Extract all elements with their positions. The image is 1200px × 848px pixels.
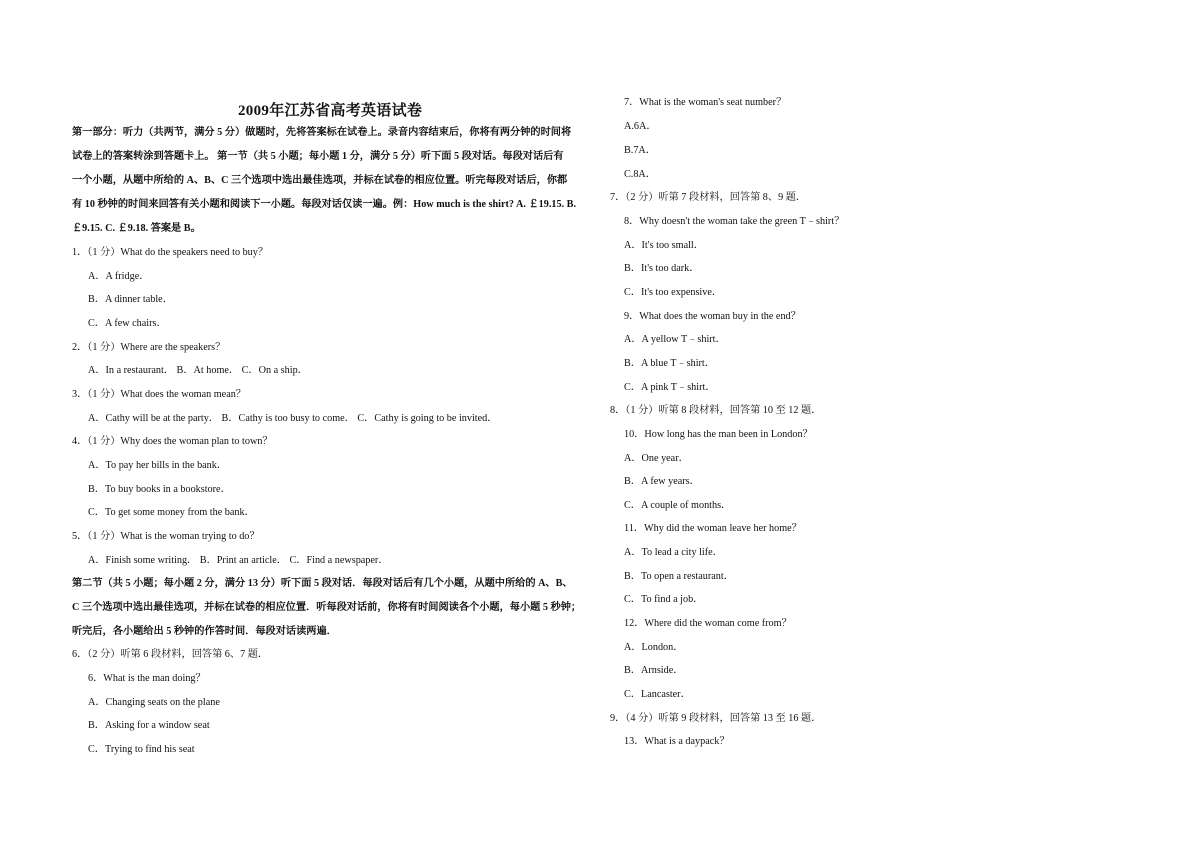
option-line: A．In a restaurant． B．At home． C．On a ship． xyxy=(88,365,308,376)
section2-line: C 三个选项中选出最佳选项，并标在试卷的相应位置．听每段对话前，你将有时间阅读各个小题，每小题 5 秒钟； xyxy=(72,602,582,613)
question-5: 5．（1 分）What is the woman trying to do？ xyxy=(72,531,260,542)
question-9: 9．What does the woman buy in the end？ xyxy=(624,311,801,322)
option-line: B．A few years． xyxy=(624,476,700,487)
option-line: A．Finish some writing． B．Print an article． C．Find a newspaper． xyxy=(88,555,389,566)
question-1: 1．（1 分）What do the speakers need to buy？ xyxy=(72,247,269,258)
page-title: 2009年江苏省高考英语试卷 xyxy=(238,103,423,119)
option-line: A．Changing seats on the plane xyxy=(88,697,220,708)
intro-line: 有 10 秒钟的时间来回答有关小题和阅读下一小题。每段对话仅读一遍。例：How much is the shirt? A. ￡19.15. B. xyxy=(72,199,577,210)
question-group-6: 6．（2 分）听第 6 段材料，回答第 6、7 题． xyxy=(72,649,269,660)
option-line: C．A few chairs． xyxy=(88,318,167,329)
question-group-9: 9．（4 分）听第 9 段材料，回答第 13 至 16 题． xyxy=(610,713,822,724)
option-line: C．Trying to find his seat xyxy=(88,744,195,755)
option-line: B．Arnside． xyxy=(624,665,684,676)
option-line: C．To get some money from the bank． xyxy=(88,507,255,518)
option-line: A．It's too small． xyxy=(624,240,704,251)
intro-line: 第一部分：听力（共两节，满分 5 分）做题时，先将答案标在试卷上。录音内容结束后，你将有两分钟的时间将 xyxy=(72,127,572,138)
section2-line: 第二节（共 5 小题；每小题 2 分，满分 13 分）听下面 5 段对话．每段对话后有几个小题，从题中所给的 A、B、 xyxy=(72,578,573,589)
question-group-7: 7．（2 分）听第 7 段材料，回答第 8、9 题． xyxy=(610,192,807,203)
question-12: 12．Where did the woman come from？ xyxy=(624,618,792,629)
option-line: B.7A． xyxy=(624,145,656,156)
option-line: A．Cathy will be at the party． B．Cathy is too busy to come． C．Cathy is going to be invited． xyxy=(88,413,498,424)
question-2: 2．（1 分）Where are the speakers？ xyxy=(72,342,226,353)
question-group-8: 8．（1 分）听第 8 段材料，回答第 10 至 12 题． xyxy=(610,405,822,416)
option-line: C．Lancaster． xyxy=(624,689,691,700)
intro-line: ￡9.15. C. ￡9.18. 答案是 B。 xyxy=(72,223,201,234)
option-line: A.6A． xyxy=(624,121,657,132)
option-line: A．One year． xyxy=(624,453,689,464)
option-line: A．To pay her bills in the bank． xyxy=(88,460,228,471)
question-3: 3．（1 分）What does the woman mean？ xyxy=(72,389,246,400)
option-line: B．It's too dark． xyxy=(624,263,700,274)
option-line: B．A dinner table． xyxy=(88,294,173,305)
question-4: 4．（1 分）Why does the woman plan to town？ xyxy=(72,436,273,447)
question-11: 11．Why did the woman leave her home？ xyxy=(624,523,802,534)
question-7: 7．What is the woman's seat number？ xyxy=(624,97,787,108)
question-6: 6．What is the man doing？ xyxy=(88,673,206,684)
intro-line: 试卷上的答案转涂到答题卡上。 第一节（共 5 小题；每小题 1 分，满分 5 分）听下面 5 段对话。每段对话后有 xyxy=(72,151,564,162)
option-line: B．To buy books in a bookstore． xyxy=(88,484,231,495)
option-line: A．London． xyxy=(624,642,684,653)
intro-line: 一个小题，从题中所给的 A、B、C 三个选项中选出最佳选项，并标在试卷的相应位置。听完每段对话后，你都 xyxy=(72,175,568,186)
question-13: 13．What is a daypack？ xyxy=(624,736,730,747)
option-line: C.8A． xyxy=(624,169,656,180)
option-line: B．Asking for a window seat xyxy=(88,720,210,731)
option-line: B．To open a restaurant． xyxy=(624,571,734,582)
option-line: C．To find a job． xyxy=(624,594,704,605)
option-line: C．A couple of months． xyxy=(624,500,732,511)
option-line: B．A blue T﹣shirt． xyxy=(624,358,715,369)
question-10: 10．How long has the man been in London？ xyxy=(624,429,813,440)
option-line: C．A pink T﹣shirt． xyxy=(624,382,716,393)
option-line: C．It's too expensive． xyxy=(624,287,723,298)
section2-line: 听完后，各小题给出 5 秒钟的作答时间．每段对话读两遍． xyxy=(72,626,337,637)
option-line: A．A yellow T﹣shirt． xyxy=(624,334,726,345)
question-8: 8．Why doesn't the woman take the green T﹣shirt？ xyxy=(624,216,845,227)
option-line: A．To lead a city life． xyxy=(624,547,723,558)
option-line: A．A fridge． xyxy=(88,271,150,282)
